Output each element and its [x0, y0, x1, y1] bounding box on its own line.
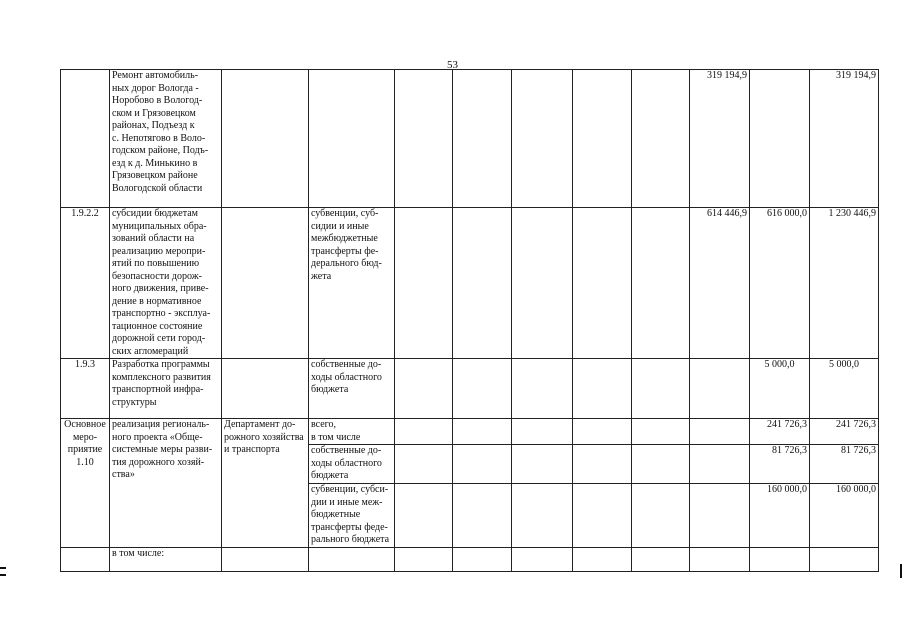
item-source	[309, 70, 395, 208]
empty-cell	[690, 419, 750, 445]
empty-cell	[453, 359, 512, 419]
page-number: 53	[447, 59, 458, 71]
item-name: в том числе:	[110, 547, 222, 571]
value-total: 241 726,3	[810, 419, 879, 445]
empty-cell	[453, 419, 512, 445]
empty-cell	[453, 70, 512, 208]
value-2026: 160 000,0	[750, 484, 810, 548]
item-name: Разработка программы комплексного развития транспортной инфра- структуры	[110, 359, 222, 419]
empty-cell	[395, 484, 453, 548]
item-source: собственные до- ходы областного бюджета	[309, 359, 395, 419]
item-source: всего, в том числе	[309, 419, 395, 445]
item-name: субсидии бюджетам муниципальных обра- зований области на реализацию меропри- ятий по повышению безопасности дорож- ного движения, приве- дение в нормативное транспортно - эксплуа- тационное состояние дорожной сети город- ских агломераций	[110, 208, 222, 359]
empty-cell	[573, 547, 632, 571]
empty-cell	[512, 208, 573, 359]
item-executor	[222, 359, 309, 419]
value-2026: 81 726,3	[750, 445, 810, 484]
value-2026: 5 000,0	[750, 359, 810, 419]
value-2026: 616 000,0	[750, 208, 810, 359]
value-total: 160 000,0	[810, 484, 879, 548]
empty-cell	[632, 70, 690, 208]
budget-table	[60, 69, 879, 572]
value-total: 81 726,3	[810, 445, 879, 484]
empty-cell	[395, 547, 453, 571]
main-event-executor: Департамент до- рожного хозяйства и транспорта	[222, 419, 309, 548]
empty-cell	[573, 484, 632, 548]
value-2026	[750, 70, 810, 208]
item-code	[61, 70, 110, 208]
value-total: 1 230 446,9	[810, 208, 879, 359]
empty-cell	[810, 547, 879, 571]
table-row	[61, 359, 879, 419]
empty-cell	[512, 484, 573, 548]
empty-cell	[690, 484, 750, 548]
item-name: Ремонт автомобиль- ных дорог Вологда - Норобово в Вологод- ском и Грязовецком районах, Подъезд к с. Непотягово в Воло- годском районе, Подъ- езд к д. Минькино в Грязовецком районе Вологодской области	[110, 70, 222, 208]
empty-cell	[222, 547, 309, 571]
table-row	[61, 208, 879, 359]
empty-cell	[309, 547, 395, 571]
value-2025: 319 194,9	[690, 70, 750, 208]
item-source: собственные до- ходы областного бюджета	[309, 445, 395, 484]
value-2026: 241 726,3	[750, 419, 810, 445]
empty-cell	[512, 445, 573, 484]
empty-cell	[512, 359, 573, 419]
empty-cell	[573, 419, 632, 445]
value-2025: 614 446,9	[690, 208, 750, 359]
item-executor	[222, 70, 309, 208]
table-row	[61, 419, 879, 445]
empty-cell	[632, 208, 690, 359]
empty-cell	[453, 208, 512, 359]
main-event-code: Основное меро- приятие 1.10	[61, 419, 110, 548]
empty-cell	[395, 70, 453, 208]
empty-cell	[632, 419, 690, 445]
empty-cell	[632, 359, 690, 419]
item-code: 1.9.3	[61, 359, 110, 419]
table-row	[61, 547, 879, 571]
empty-cell	[61, 547, 110, 571]
scan-edge-mark	[0, 567, 6, 576]
empty-cell	[573, 208, 632, 359]
main-event-name: реализация региональ- ного проекта «Обще- системные меры разви- тия дорожного хозяй- ства»	[110, 419, 222, 548]
empty-cell	[690, 445, 750, 484]
empty-cell	[690, 547, 750, 571]
empty-cell	[453, 547, 512, 571]
empty-cell	[453, 445, 512, 484]
empty-cell	[395, 208, 453, 359]
item-source: субвенции, субси- дии и иные меж- бюджетные трансферты феде- рального бюджета	[309, 484, 395, 548]
empty-cell	[632, 484, 690, 548]
empty-cell	[632, 445, 690, 484]
table-row	[61, 70, 879, 208]
empty-cell	[573, 359, 632, 419]
empty-cell	[632, 547, 690, 571]
empty-cell	[395, 419, 453, 445]
item-code: 1.9.2.2	[61, 208, 110, 359]
empty-cell	[453, 484, 512, 548]
value-total: 5 000,0	[810, 359, 879, 419]
item-source: субвенции, суб- сидии и иные межбюджетные трансферты фе- дерального бюд- жета	[309, 208, 395, 359]
scan-edge-mark	[900, 564, 902, 578]
empty-cell	[512, 419, 573, 445]
empty-cell	[395, 445, 453, 484]
empty-cell	[512, 547, 573, 571]
empty-cell	[750, 547, 810, 571]
item-executor	[222, 208, 309, 359]
value-total: 319 194,9	[810, 70, 879, 208]
empty-cell	[512, 70, 573, 208]
empty-cell	[573, 70, 632, 208]
empty-cell	[573, 445, 632, 484]
value-2025	[690, 359, 750, 419]
empty-cell	[395, 359, 453, 419]
